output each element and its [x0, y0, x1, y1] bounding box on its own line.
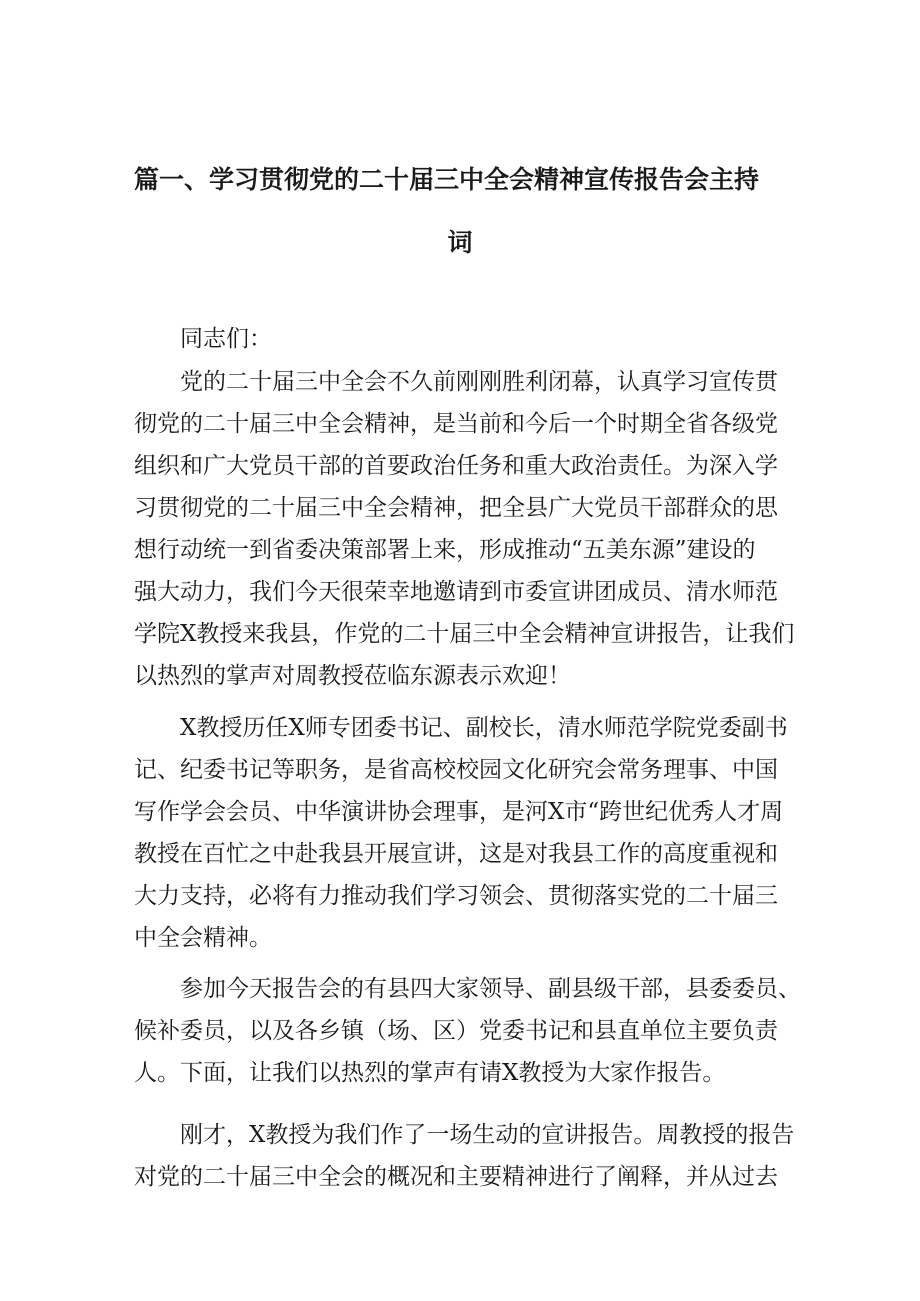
paragraph-line: 写作学会会员、中华演讲协会理事，是河X市“跨世纪优秀人才周 [134, 799, 784, 825]
document-title-line-1: 篇一、学习贯彻党的二十届三中全会精神宣传报告会主持 [134, 165, 760, 194]
paragraph-line: 对党的二十届三中全会的概况和主要精神进行了阐释，并从过去 [134, 1164, 778, 1190]
paragraph-line: X教授历任X师专团委书记、副校长，清水师范学院党委副书 [180, 715, 788, 741]
paragraph-line: 强大动力，我们今天很荣幸地邀请到市委宣讲团成员、清水师范 [134, 579, 778, 605]
paragraph-line: 刚才，X教授为我们作了一场生动的宣讲报告。周教授的报告 [180, 1122, 795, 1148]
paragraph-line: 学院X教授来我县，作党的二十届三中全会精神宣讲报告，让我们 [134, 621, 795, 647]
paragraph-line: 参加今天报告会的有县四大家领导、副县级干部，县委委员、 [180, 976, 801, 1002]
paragraph-line: 彻党的二十届三中全会精神，是当前和今后一个时期全省各级党 [134, 411, 778, 437]
paragraph-line: 人。下面，让我们以热烈的掌声有请X教授为大家作报告。 [134, 1060, 726, 1086]
paragraph-line: 习贯彻党的二十届三中全会精神，把全县广大党员干部群众的思 [134, 495, 778, 521]
paragraph-line: 以热烈的掌声对周教授莅临东源表示欢迎！ [134, 663, 571, 689]
salutation: 同志们： [180, 326, 272, 352]
document-title-line-2: 词 [447, 228, 473, 257]
paragraph-line: 大力支持，必将有力推动我们学习领会、贯彻落实党的二十届三 [134, 883, 778, 909]
paragraph-line: 党的二十届三中全会不久前刚刚胜利闭幕，认真学习宣传贯 [180, 369, 778, 395]
paragraph-line: 想行动统一到省委决策部署上来，形成推动“五美东源”建设的 [134, 537, 756, 563]
paragraph-line: 候补委员，以及各乡镇（场、区）党委书记和县直单位主要负责 [134, 1018, 778, 1044]
paragraph-line: 中全会精神。 [134, 925, 272, 951]
paragraph-line: 记、纪委书记等职务，是省高校校园文化研究会常务理事、中国 [134, 757, 778, 783]
paragraph-line: 教授在百忙之中赴我县开展宣讲，这是对我县工作的高度重视和 [134, 841, 778, 867]
paragraph-line: 组织和广大党员干部的首要政治任务和重大政治责任。为深入学 [134, 453, 778, 479]
